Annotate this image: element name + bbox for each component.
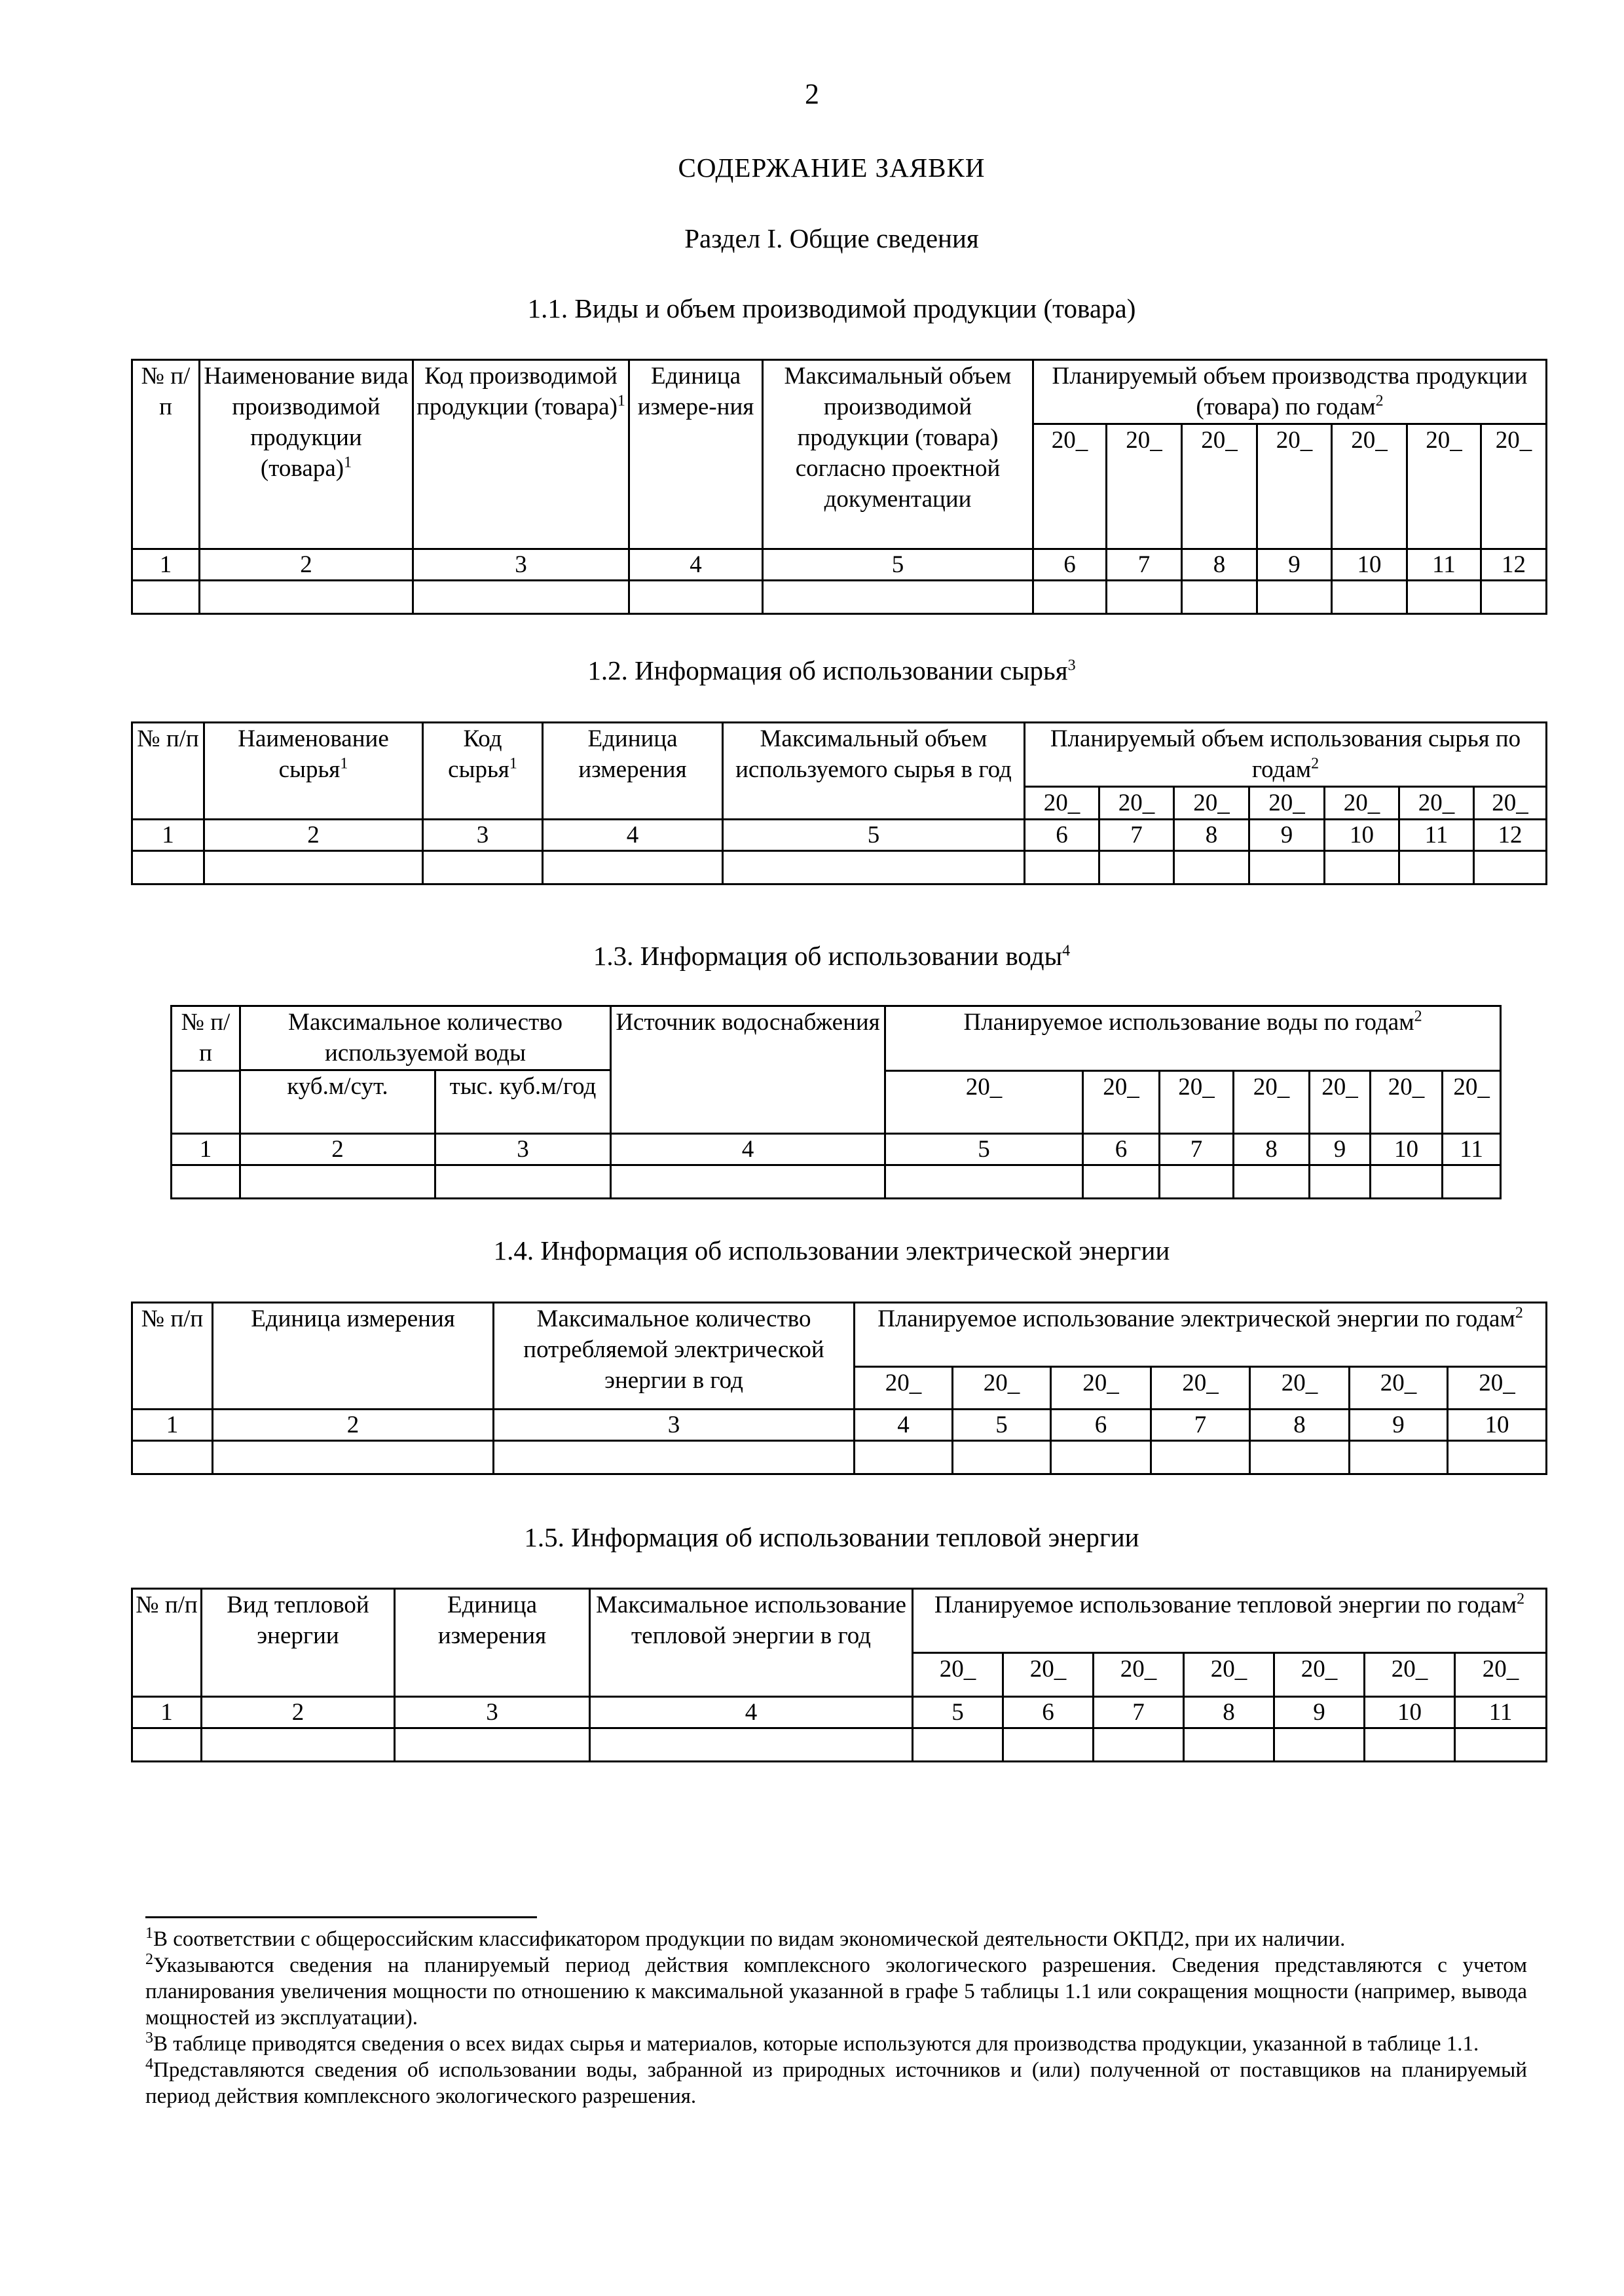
footnote-1: $^1$В соответствии с общероссийским классификатором продукции по видам экономической деятельности ОКПД2, при их наличии. <box>145 1925 1346 1951</box>
header-product-code: Код производимой продукции (товара)$^1$ <box>413 360 629 549</box>
column-number: 7 <box>1107 549 1182 581</box>
empty-cell[interactable] <box>1365 1728 1455 1762</box>
table-1-3-caption: 1.3. Информация об использовании воды$^4$ <box>593 941 1071 971</box>
year-cell: 20_ <box>1033 424 1107 549</box>
header-planned-heat: Планируемое использование тепловой энергии по годам$^2$ <box>913 1589 1547 1653</box>
header-no: № п/п <box>132 1303 213 1410</box>
empty-cell[interactable] <box>543 851 723 884</box>
empty-cell[interactable] <box>1399 851 1474 884</box>
column-number: 1 <box>172 1134 240 1165</box>
year-cell: 20_ <box>1448 1367 1547 1410</box>
table-row <box>132 851 1547 884</box>
empty-cell[interactable] <box>1234 1165 1310 1199</box>
empty-cell[interactable] <box>1174 851 1249 884</box>
empty-cell[interactable] <box>1325 851 1399 884</box>
header-max-volume: Максимальный объем используемого сырья в год <box>723 723 1025 820</box>
column-number: 3 <box>395 1697 590 1728</box>
table-1-1-caption: 1.1. Виды и объем производимой продукции (товара) <box>527 293 1136 323</box>
header-planned-volume: Планируемый объем использования сырья по годам$^2$ <box>1025 723 1547 787</box>
year-cell: 20_ <box>1371 1071 1443 1134</box>
column-number: 7 <box>1151 1410 1250 1441</box>
year-cell: 20_ <box>1249 787 1325 820</box>
empty-cell[interactable] <box>611 1165 885 1199</box>
empty-cell[interactable] <box>204 851 423 884</box>
year-cell: 20_ <box>1099 787 1174 820</box>
column-number: 8 <box>1234 1134 1310 1165</box>
year-cell: 20_ <box>1184 1653 1274 1697</box>
empty-cell[interactable] <box>1249 851 1325 884</box>
empty-cell[interactable] <box>1481 581 1547 614</box>
empty-cell[interactable] <box>1160 1165 1234 1199</box>
column-number: 11 <box>1399 820 1474 851</box>
year-cell: 20_ <box>1182 424 1257 549</box>
year-cell: 20_ <box>1151 1367 1250 1410</box>
column-number: 4 <box>611 1134 885 1165</box>
header-thousand-m3-per-year: тыс. куб.м/год <box>435 1070 611 1134</box>
empty-cell[interactable] <box>953 1441 1051 1474</box>
empty-cell[interactable] <box>1094 1728 1184 1762</box>
header-heat-kind: Вид тепловой энергии <box>202 1589 395 1697</box>
empty-cell[interactable] <box>629 581 763 614</box>
year-cell: 20_ <box>1407 424 1481 549</box>
empty-cell[interactable] <box>1310 1165 1371 1199</box>
header-max-volume: Максимальный объем производимой продукции (товара) согласно проектной документации <box>763 360 1033 549</box>
empty-cell[interactable] <box>132 1441 213 1474</box>
footnote-divider <box>145 1916 537 1918</box>
section-heading: Раздел I. Общие сведения <box>684 223 979 253</box>
empty-cell[interactable] <box>1003 1728 1094 1762</box>
year-cell: 20_ <box>1250 1367 1350 1410</box>
column-number: 5 <box>913 1697 1003 1728</box>
header-water-source: Источник водоснабжения <box>611 1006 885 1134</box>
year-cell: 20_ <box>1474 787 1547 820</box>
empty-cell[interactable] <box>423 851 543 884</box>
column-number: 2 <box>202 1697 395 1728</box>
empty-cell[interactable] <box>413 581 629 614</box>
table-1-4-caption: 1.4. Информация об использовании электрической энергии <box>493 1235 1170 1266</box>
empty-cell[interactable] <box>590 1728 913 1762</box>
empty-cell[interactable] <box>885 1165 1083 1199</box>
column-number: 3 <box>413 549 629 581</box>
header-unit: Единица измерения <box>395 1589 590 1697</box>
empty-cell[interactable] <box>1455 1728 1547 1762</box>
empty-cell[interactable] <box>132 1728 202 1762</box>
table-1-1 <box>131 359 1547 615</box>
table-1-5-caption: 1.5. Информация об использовании тепловой энергии <box>524 1522 1139 1552</box>
empty-cell[interactable] <box>1448 1441 1547 1474</box>
year-cell: 20_ <box>1455 1653 1547 1697</box>
column-number: 9 <box>1274 1697 1365 1728</box>
year-cell: 20_ <box>1399 787 1474 820</box>
column-number: 10 <box>1371 1134 1443 1165</box>
empty-cell[interactable] <box>435 1165 611 1199</box>
column-number: 8 <box>1182 549 1257 581</box>
empty-cell[interactable] <box>1371 1165 1443 1199</box>
header-no: № п/п <box>132 723 204 820</box>
footnote-2: $^2$Указываются сведения на планируемый период действия комплексного экологического разрешения. Сведения представляются с учетом планирования увеличения мощности по отношению к максимальной указанной в графе 5 таблицы 1.1 или сокращения мощности (например, вывода мощностей из эксплуатации). <box>145 1951 1527 2030</box>
header-unit: Единица измерения <box>543 723 723 820</box>
year-cell: 20_ <box>1310 1071 1371 1134</box>
table-1-2 <box>131 721 1547 885</box>
year-cell: 20_ <box>1107 424 1182 549</box>
header-m3-per-day: куб.м/сут. <box>240 1070 435 1134</box>
column-number: 1 <box>132 1410 213 1441</box>
column-number: 6 <box>1025 820 1099 851</box>
column-number: 9 <box>1310 1134 1371 1165</box>
column-number: 11 <box>1455 1697 1547 1728</box>
column-number: 3 <box>435 1134 611 1165</box>
column-number: 2 <box>204 820 423 851</box>
empty-cell[interactable] <box>200 581 413 614</box>
empty-cell[interactable] <box>1151 1441 1250 1474</box>
empty-cell[interactable] <box>1083 1165 1160 1199</box>
empty-cell[interactable] <box>172 1165 240 1199</box>
column-number: 5 <box>763 549 1033 581</box>
table-1-2-caption: 1.2. Информация об использовании сырья$^3$ <box>587 655 1076 685</box>
year-cell: 20_ <box>913 1653 1003 1697</box>
table-1-4 <box>131 1302 1547 1475</box>
header-product-name: Наименование вида производимой продукции (товара)$^1$ <box>200 360 413 549</box>
year-cell: 20_ <box>885 1071 1083 1134</box>
header-unit: Единица измере-ния <box>629 360 763 549</box>
year-cell: 20_ <box>1234 1071 1310 1134</box>
header-raw-name: Наименование сырья$^1$ <box>204 723 423 820</box>
column-number: 8 <box>1184 1697 1274 1728</box>
empty-cell[interactable] <box>1250 1441 1350 1474</box>
table-row <box>132 1728 1547 1762</box>
column-number: 3 <box>423 820 543 851</box>
column-number: 6 <box>1051 1410 1151 1441</box>
header-max-water: Максимальное количество используемой воды <box>240 1006 611 1070</box>
empty-cell[interactable] <box>1033 581 1107 614</box>
column-number: 10 <box>1325 820 1399 851</box>
column-number: 2 <box>213 1410 494 1441</box>
year-cell: 20_ <box>1481 424 1547 549</box>
column-number: 9 <box>1249 820 1325 851</box>
empty-cell[interactable] <box>240 1165 435 1199</box>
column-number: 8 <box>1174 820 1249 851</box>
table-1-5 <box>131 1588 1547 1762</box>
empty-cell[interactable] <box>723 851 1025 884</box>
column-number: 1 <box>132 1697 202 1728</box>
year-cell: 20_ <box>1094 1653 1184 1697</box>
empty-cell[interactable] <box>1443 1165 1501 1199</box>
year-cell: 20_ <box>1365 1653 1455 1697</box>
empty-cell[interactable] <box>1182 581 1257 614</box>
empty-header-cell <box>172 1071 240 1134</box>
empty-cell[interactable] <box>1184 1728 1274 1762</box>
column-number: 12 <box>1481 549 1547 581</box>
empty-cell[interactable] <box>1474 851 1547 884</box>
column-number: 7 <box>1160 1134 1234 1165</box>
empty-cell[interactable] <box>1107 581 1182 614</box>
year-cell: 20_ <box>1274 1653 1365 1697</box>
empty-cell[interactable] <box>213 1441 494 1474</box>
header-max-electricity: Максимальное количество потребляемой электрической энергии в год <box>494 1303 855 1410</box>
header-planned-volume: Планируемый объем производства продукции (товара) по годам$^2$ <box>1033 360 1547 424</box>
column-number: 4 <box>543 820 723 851</box>
footnote-3: $^3$В таблице приводятся сведения о всех видах сырья и материалов, которые используются для производства продукции, указанной в таблице 1.1. <box>145 2030 1479 2056</box>
empty-cell[interactable] <box>494 1441 855 1474</box>
table-row <box>172 1165 1501 1199</box>
empty-cell[interactable] <box>132 581 200 614</box>
column-number: 9 <box>1257 549 1332 581</box>
empty-cell[interactable] <box>1051 1441 1151 1474</box>
year-cell: 20_ <box>855 1367 953 1410</box>
column-number: 1 <box>132 549 200 581</box>
empty-cell[interactable] <box>1257 581 1332 614</box>
column-number: 3 <box>494 1410 855 1441</box>
column-number: 7 <box>1099 820 1174 851</box>
column-number: 10 <box>1332 549 1407 581</box>
header-planned-water: Планируемое использование воды по годам$^2$ <box>885 1006 1501 1071</box>
column-number: 5 <box>723 820 1025 851</box>
header-unit: Единица измерения <box>213 1303 494 1410</box>
year-cell: 20_ <box>1025 787 1099 820</box>
year-cell: 20_ <box>1257 424 1332 549</box>
empty-cell[interactable] <box>132 851 204 884</box>
empty-cell[interactable] <box>1332 581 1407 614</box>
empty-cell[interactable] <box>913 1728 1003 1762</box>
table-row <box>132 581 1547 614</box>
year-cell: 20_ <box>1160 1071 1234 1134</box>
year-cell: 20_ <box>1083 1071 1160 1134</box>
empty-cell[interactable] <box>202 1728 395 1762</box>
document-title: СОДЕРЖАНИЕ ЗАЯВКИ <box>678 153 986 183</box>
header-max-heat: Максимальное использование тепловой энергии в год <box>590 1589 913 1697</box>
column-number: 2 <box>200 549 413 581</box>
empty-cell[interactable] <box>1274 1728 1365 1762</box>
year-cell: 20_ <box>1332 424 1407 549</box>
column-number: 11 <box>1443 1134 1501 1165</box>
column-number: 4 <box>629 549 763 581</box>
column-number: 11 <box>1407 549 1481 581</box>
column-number: 6 <box>1083 1134 1160 1165</box>
table-1-3 <box>170 1005 1502 1199</box>
empty-cell[interactable] <box>1350 1441 1448 1474</box>
header-no: № п/п <box>132 360 200 549</box>
footnotes <box>145 1926 1527 2109</box>
empty-cell[interactable] <box>763 581 1033 614</box>
table-row <box>132 1441 1547 1474</box>
year-cell: 20_ <box>1174 787 1249 820</box>
column-number: 12 <box>1474 820 1547 851</box>
header-planned-electricity: Планируемое использование электрической энергии по годам$^2$ <box>855 1303 1547 1367</box>
footnote-4: $^4$Представляются сведения об использовании воды, забранной из природных источников и (или) полученной от поставщиков на планируемый период действия комплексного экологического разрешения. <box>145 2056 1527 2108</box>
column-number: 5 <box>885 1134 1083 1165</box>
empty-cell[interactable] <box>1099 851 1174 884</box>
year-cell: 20_ <box>1443 1071 1501 1134</box>
column-number: 6 <box>1003 1697 1094 1728</box>
column-number: 10 <box>1448 1410 1547 1441</box>
column-number: 10 <box>1365 1697 1455 1728</box>
column-number: 1 <box>132 820 204 851</box>
year-cell: 20_ <box>1051 1367 1151 1410</box>
column-number: 8 <box>1250 1410 1350 1441</box>
empty-cell[interactable] <box>395 1728 590 1762</box>
empty-cell[interactable] <box>1407 581 1481 614</box>
page-number: 2 <box>805 78 819 110</box>
year-cell: 20_ <box>1003 1653 1094 1697</box>
column-number: 4 <box>855 1410 953 1441</box>
empty-cell[interactable] <box>1025 851 1099 884</box>
column-number: 2 <box>240 1134 435 1165</box>
column-number: 4 <box>590 1697 913 1728</box>
column-number: 9 <box>1350 1410 1448 1441</box>
empty-cell[interactable] <box>855 1441 953 1474</box>
header-no: № п/п <box>132 1589 202 1697</box>
header-no: № п/п <box>172 1006 240 1071</box>
column-number: 5 <box>953 1410 1051 1441</box>
header-raw-code: Код сырья$^1$ <box>423 723 543 820</box>
year-cell: 20_ <box>953 1367 1051 1410</box>
year-cell: 20_ <box>1325 787 1399 820</box>
column-number: 6 <box>1033 549 1107 581</box>
year-cell: 20_ <box>1350 1367 1448 1410</box>
column-number: 7 <box>1094 1697 1184 1728</box>
